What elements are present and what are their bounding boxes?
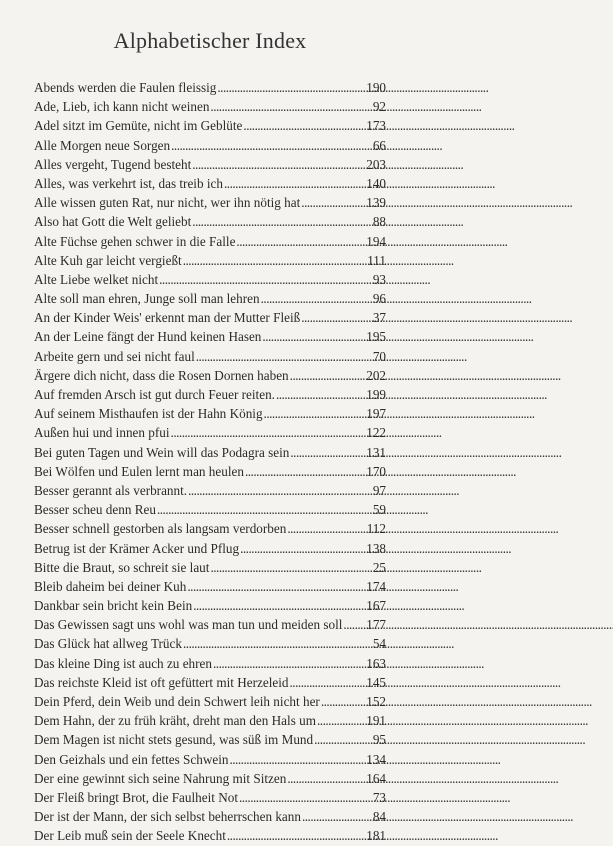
page-number: 163 [366,655,386,671]
entry-text: Alle wissen guten Rat, nur nicht, wer ihn nötig hat [34,195,301,211]
entry-text: Alte soll man ehren, Junge soll man lehren [34,291,260,307]
entry-text: Alle Morgen neue Sorgen [34,137,171,153]
entry-text: Bei Wölfen und Eulen lernt man heulen [34,463,244,479]
entry-text: Adel sitzt im Gemüte, nicht im Geblüte [34,118,243,134]
entry-text: Bitte die Braut, so schreit sie laut [34,559,210,575]
dot-leader [243,116,364,135]
page-number: 181 [366,828,386,844]
index-entry [34,615,386,634]
page-number: 93 [372,271,386,287]
page-number: 54 [372,636,386,652]
page-number: 122 [366,425,386,441]
index-entry [34,577,386,596]
page-number: 138 [366,540,386,556]
index-entry [34,78,386,97]
dot-leader [317,711,364,730]
entry-text: Betrug ist der Krämer Acker und Pflug [34,540,240,556]
page-number: 134 [366,751,386,767]
dot-leader [321,692,364,711]
index-entry [34,500,386,519]
entry-text: Besser schnell gestorben als langsam verdorben [34,521,287,537]
index-entry [34,136,386,155]
entry-text: Alte Kuh gar leicht vergießt [34,252,182,268]
page-number: 88 [372,214,386,230]
dot-leader [213,654,364,673]
index-entry [34,769,386,788]
page-number: 66 [372,137,386,153]
entry-text: Auf fremden Arsch ist gut durch Feuer reiten. [34,387,275,402]
index-entry [34,327,386,346]
entry-text: Also hat Gott die Welt geliebt [34,214,192,230]
page-number: 174 [366,578,386,594]
entry-text: Der ist der Mann, der sich selbst beherrschen kann [34,809,301,825]
dot-leader [192,212,371,231]
entry-text: Der Fleiß bringt Brot, die Faulheit Not [34,789,239,805]
dot-leader [171,136,371,155]
dot-leader [183,251,365,270]
page-number: 139 [366,195,386,211]
page-number: 145 [366,674,386,690]
index-entry [34,251,386,270]
index-entry [34,462,386,481]
entry-text: Dem Hahn, der zu früh kräht, dreht man den Hals um [34,713,316,729]
dot-leader [245,462,364,481]
index-entry [34,654,386,673]
page-number: 191 [366,713,386,729]
index-entry [34,750,386,769]
entry-text: Das Glück hat allweg Trück [34,636,182,652]
index-entry [34,634,386,653]
entry-text: An der Leine fängt der Hund keinen Hasen [34,329,262,345]
index-entry [34,539,386,558]
dot-leader [290,443,364,462]
dot-leader [227,826,364,845]
index-entry [34,366,386,385]
index-entry [34,423,386,442]
dot-leader [287,519,364,538]
index-entry [34,289,386,308]
dot-leader [343,615,364,634]
dot-leader [240,539,364,558]
page-number: 173 [366,118,386,134]
page-number: 92 [372,99,386,115]
page-number: 190 [366,80,386,95]
dot-leader [196,347,371,366]
page-number: 203 [366,156,386,172]
page-number: 25 [372,559,386,575]
page-number: 95 [372,732,386,748]
dot-leader [210,97,370,116]
index-entry [34,730,386,749]
dot-leader [183,634,371,653]
page-number: 96 [372,291,386,307]
dot-leader [261,289,371,308]
dot-leader [224,174,364,193]
entry-text: Außen hui und innen pfui [34,425,170,441]
index-entry [34,174,386,193]
index-entry [34,270,386,289]
page-number: 111 [367,252,386,268]
page-number: 177 [366,617,386,633]
page-title: Alphabetischer Index [113,28,307,53]
index-entry [34,232,386,251]
index-entry [34,193,386,212]
index-list [34,78,386,846]
entry-text: Besser gerannt als verbrannt. [34,482,188,498]
entry-text: Das reichste Kleid ist oft gefüttert mit Herzeleid [34,674,289,690]
entry-text: Bleib daheim bei deiner Kuh [34,578,187,594]
dot-leader [301,193,364,212]
dot-leader [239,788,371,807]
entry-text: Der Leib muß sein der Seele Knecht [34,828,226,844]
entry-text: Arbeite gern und sei nicht faul [34,348,195,364]
entry-text: Alte Liebe welket nicht [34,271,159,287]
entry-text: Ade, Lieb, ich kann nicht weinen [34,99,210,115]
dot-leader [290,366,365,385]
page-number: 131 [366,444,386,460]
page-number: 199 [366,387,386,402]
page-number: 170 [366,463,386,479]
index-entry [34,155,386,174]
index-entry [34,673,386,692]
page-number: 202 [366,367,386,383]
entry-text: Auf seinem Misthaufen ist der Hahn König [34,406,263,422]
index-entry [34,558,386,577]
page-number: 164 [366,770,386,786]
entry-text: Ärgere dich nicht, dass die Rosen Dornen haben [34,367,289,383]
dot-leader [287,769,364,788]
index-entry [34,481,386,500]
index-entry [34,308,386,327]
page-number: 59 [372,502,386,518]
index-entry [34,404,386,423]
page-number: 112 [366,521,386,537]
index-entry [34,347,386,366]
entry-text: Der eine gewinnt sich seine Nahrung mit Sitzen [34,770,287,786]
entry-text: Den Geizhals und ein fettes Schwein [34,751,229,767]
entry-text: Besser scheu denn Reu [34,502,156,518]
dot-leader [262,327,364,346]
index-entry [34,212,386,231]
index-entry [34,97,386,116]
page-number: 194 [366,233,386,249]
index-entry [34,519,386,538]
page-number: 84 [372,809,386,825]
entry-text: An der Kinder Weis' erkennt man der Mutter Fleiß [34,310,301,326]
entry-text: Bei guten Tagen und Wein will das Podagra sein [34,444,290,460]
entry-text: Alles, was verkehrt ist, das treib ich [34,175,223,191]
dot-leader [157,500,371,519]
page-number: 195 [366,329,386,345]
page-number: 73 [372,789,386,805]
entry-text: Dem Magen ist nicht stets gesund, was süß im Mund [34,732,314,748]
dot-leader [217,78,364,97]
page-number: 140 [366,175,386,191]
index-entry [34,826,386,845]
page-number: 37 [372,310,386,326]
dot-leader [192,155,364,174]
entry-text: Das kleine Ding ist auch zu ehren [34,655,212,671]
dot-leader [187,577,364,596]
page-number: 97 [372,482,386,498]
index-entry [34,788,386,807]
page-number: 70 [372,348,386,364]
entry-text: Das Gewissen sagt uns wohl was man tun und meiden soll [34,617,343,633]
entry-text: Alte Füchse gehen schwer in die Falle [34,233,236,249]
dot-leader [159,270,371,289]
dot-leader [264,404,365,423]
dot-leader [229,750,364,769]
dot-leader [193,596,364,615]
dot-leader [301,308,371,327]
dot-leader [171,423,365,442]
page-number: 152 [366,694,386,709]
index-entry [34,807,386,826]
dot-leader [302,807,371,826]
index-entry [34,385,386,404]
index-entry [34,116,386,135]
index-entry [34,711,386,730]
dot-leader [210,558,370,577]
entry-text: Abends werden die Faulen fleissig [34,80,217,95]
dot-leader [276,385,364,404]
dot-leader [236,232,364,251]
index-entry [34,596,386,615]
page-number: 167 [366,598,386,614]
index-entry [34,692,386,711]
page-number: 197 [366,406,386,422]
entry-text: Dein Pferd, dein Weib und dein Schwert leih nicht her [34,694,320,709]
entry-text: Dankbar sein bricht kein Bein [34,598,193,614]
dot-leader [290,673,365,692]
index-entry [34,443,386,462]
dot-leader [314,730,371,749]
dot-leader [188,481,371,500]
entry-text: Alles vergeht, Tugend besteht [34,156,192,172]
